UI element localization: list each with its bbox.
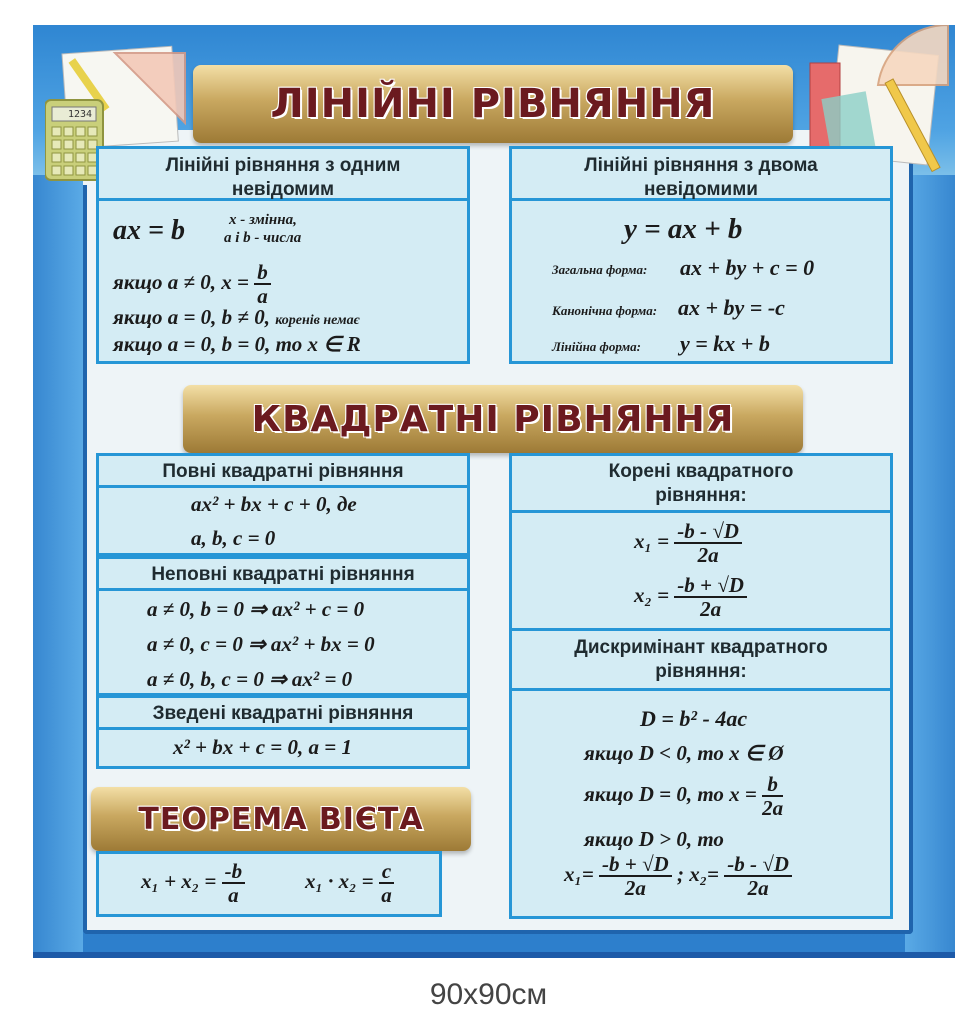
fraction-denominator: 2a — [762, 796, 784, 821]
fraction-denominator: 2a — [700, 597, 722, 622]
fraction — [762, 773, 783, 819]
linear-one-case-2-note: коренів немає — [275, 313, 360, 328]
fraction — [379, 860, 394, 906]
incomplete-quadratic-eq-3: a ≠ 0, b, c = 0 ⇒ ax² = 0 — [147, 667, 353, 691]
full-quadratic-equation: ax² + bx + c + 0, де — [191, 492, 357, 516]
side-strip-left — [33, 175, 83, 952]
linear-form-label: Лінійна форма: — [552, 339, 641, 354]
vieta-product-label: x₁ · x₂ = — [305, 868, 374, 893]
linear-one-case-2-text: якщо a = 0, b ≠ 0, — [113, 305, 270, 329]
linear-one-case-1 — [113, 261, 271, 307]
reduced-quadratic-equation: x² + bx + c = 0, a = 1 — [173, 735, 352, 759]
vieta-box — [96, 851, 442, 917]
fraction — [254, 261, 271, 307]
fraction — [724, 853, 792, 899]
fraction-denominator: a — [381, 883, 392, 908]
discriminant-roots — [564, 853, 792, 899]
root-separator: ; — [676, 861, 684, 886]
calculator-display: 1234 — [67, 109, 93, 120]
vieta-ribbon — [91, 787, 471, 851]
linear-form-equation: y = kx + b — [680, 331, 770, 356]
vieta-sum-label: x₁ + x₂ = — [141, 868, 217, 893]
discriminant-zero-case — [584, 773, 783, 819]
root-x2-label: x₂ = — [634, 582, 670, 607]
fraction-denominator: a — [228, 883, 239, 908]
reduced-quadratic-box — [96, 695, 470, 769]
root-x2-formula — [634, 574, 747, 620]
reduced-quadratic-heading: Зведені квадратні рівняння — [99, 698, 467, 730]
canonical-form-label: Канонічна форма: — [552, 303, 658, 318]
discriminant-x2-label: x₂= — [689, 861, 719, 886]
linear-two-heading: Лінійні рівняння з двома невідомими — [512, 149, 890, 201]
incomplete-quadratic-eq-2: a ≠ 0, c = 0 ⇒ ax² + bx = 0 — [147, 632, 375, 656]
canonical-form-equation: ax + by = -c — [678, 295, 785, 320]
linear-one-note-1: x - змінна, — [229, 212, 297, 228]
quadratic-title: КВАДРАТНІ РІВНЯННЯ — [251, 398, 735, 440]
fraction-numerator: -b — [222, 860, 246, 884]
discriminant-negative-case: якщо D < 0, то x ∈ Ø — [584, 741, 784, 765]
fraction-numerator: b — [254, 261, 271, 285]
full-quadratic-heading: Повні квадратні рівняння — [99, 456, 467, 488]
linear-one-case-1-text: якщо a ≠ 0, x = — [113, 269, 249, 294]
fraction — [599, 853, 672, 899]
size-caption: 90x90см — [429, 978, 548, 1011]
linear-one-unknown-box — [96, 146, 470, 364]
incomplete-quadratic-eq-1: a ≠ 0, b = 0 ⇒ ax² + c = 0 — [147, 597, 365, 621]
fraction-denominator: 2a — [697, 543, 719, 568]
quadratic-ribbon — [183, 385, 803, 453]
poster-board — [33, 25, 955, 958]
fraction — [674, 574, 747, 620]
linear-two-main-equation: y = ax + b — [624, 213, 743, 245]
vieta-title: ТЕОРЕМА ВІЄТА — [138, 801, 424, 837]
root-x1-label: x₁ = — [634, 528, 670, 553]
fraction-numerator: c — [379, 860, 394, 884]
linear-one-case-2 — [113, 305, 359, 330]
linear-one-heading: Лінійні рівняння з одним невідомим — [99, 149, 467, 201]
fraction-numerator: b — [762, 773, 783, 797]
fraction — [674, 520, 742, 566]
full-quadratic-box — [96, 453, 470, 556]
full-quadratic-condition: a, b, c = 0 — [191, 526, 276, 550]
fraction-denominator: 2a — [624, 876, 646, 901]
general-form-equation: ax + by + c = 0 — [680, 255, 815, 280]
root-x1-formula — [634, 520, 742, 566]
vieta-sum — [141, 860, 245, 906]
linear-two-unknowns-box — [509, 146, 893, 364]
linear-one-main-equation: ax = b — [113, 215, 185, 246]
fraction-numerator: -b + √D — [674, 574, 747, 598]
roots-box — [509, 453, 893, 634]
general-form-label: Загальна форма: — [552, 262, 648, 277]
discriminant-zero-text: якщо D = 0, то x = — [584, 781, 757, 806]
discriminant-heading: Дискримінант квадратного рівняння: — [512, 631, 890, 691]
fraction — [222, 860, 246, 906]
fraction-numerator: -b - √D — [724, 853, 792, 877]
fraction-denominator: 2a — [747, 876, 769, 901]
discriminant-x1-label: x₁= — [564, 861, 594, 886]
fraction-numerator: -b + √D — [599, 853, 672, 877]
fraction-denominator: a — [257, 284, 268, 309]
fraction-numerator: -b - √D — [674, 520, 742, 544]
vieta-product — [305, 860, 394, 906]
discriminant-positive-case: якщо D > 0, то — [584, 827, 724, 851]
protractor-icon — [878, 25, 948, 85]
roots-heading: Корені квадратного рівняння: — [512, 456, 890, 513]
page-title: ЛІНІЙНІ РІВНЯННЯ — [270, 81, 716, 127]
title-ribbon — [193, 65, 793, 143]
discriminant-box — [509, 628, 893, 919]
incomplete-quadratic-heading: Неповні квадратні рівняння — [99, 559, 467, 591]
linear-one-note-2: a і b - числа — [224, 230, 302, 246]
incomplete-quadratic-box — [96, 556, 470, 696]
linear-one-case-3: якщо a = 0, b = 0, то x ∈ R — [113, 332, 361, 356]
discriminant-formula: D = b² - 4ac — [640, 706, 748, 731]
